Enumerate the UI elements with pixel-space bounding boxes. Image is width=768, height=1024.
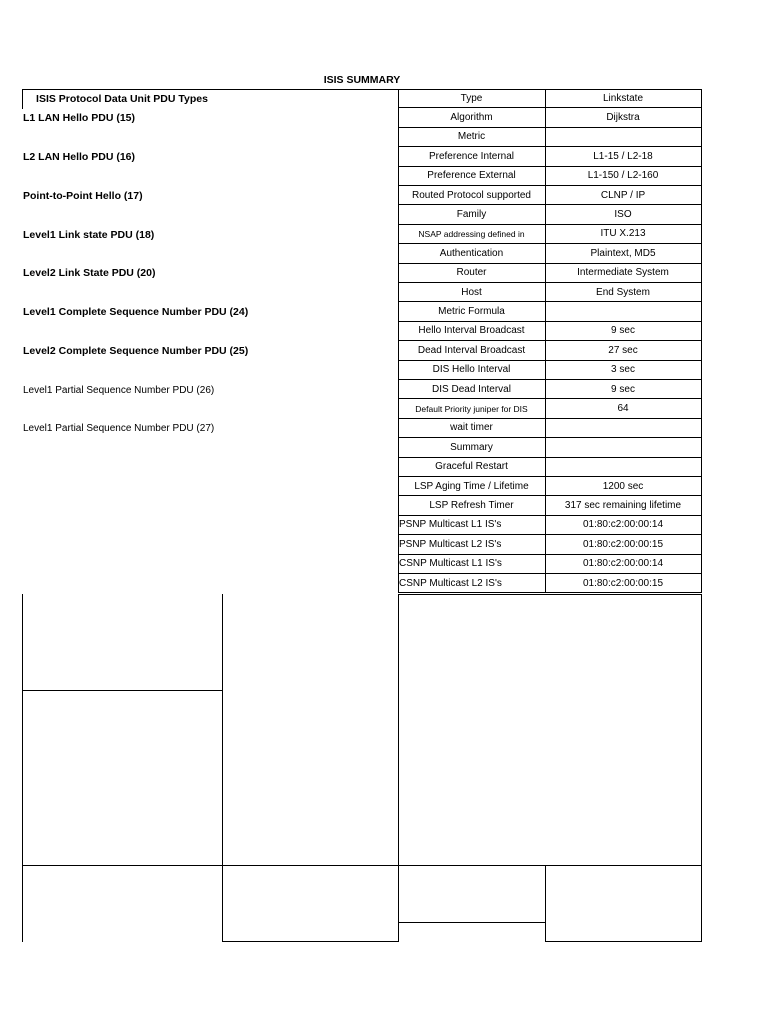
table-row — [398, 419, 701, 438]
table-cell-value — [545, 302, 701, 320]
table-cell-key: Host — [461, 286, 482, 298]
grid-line — [22, 594, 23, 942]
table-row — [398, 186, 701, 205]
table-cell-key: Algorithm — [450, 112, 493, 124]
table-row — [398, 496, 701, 515]
table-cell-key: Family — [456, 209, 487, 221]
table-cell-key: CSNP Multicast L1 IS's — [399, 558, 502, 570]
pdu-type-item: Point-to-Point Hello (17) — [23, 190, 143, 202]
table-cell-value: 317 sec remaining lifetime — [564, 500, 682, 512]
table-row — [398, 302, 701, 321]
grid-line — [22, 865, 702, 866]
table-cell-value: L1-150 / L2-160 — [587, 170, 659, 182]
grid-line — [398, 594, 399, 942]
table-cell-key: Preference Internal — [428, 150, 515, 162]
table-cell-key: PSNP Multicast L1 IS's — [399, 519, 502, 531]
pdu-type-item: Level1 Complete Sequence Number PDU (24) — [23, 306, 249, 318]
table-row — [398, 399, 701, 418]
table-row — [398, 322, 701, 341]
table-cell-key: NSAP addressing defined in — [418, 228, 525, 239]
table-row — [398, 361, 701, 380]
table-cell-value — [545, 419, 701, 437]
table-cell-key: Routed Protocol supported — [412, 189, 531, 201]
table-cell-value: Dijkstra — [606, 112, 640, 124]
table-cell-value: 01:80:c2:00:00:14 — [582, 519, 664, 531]
table-cell-key: Dead Interval Broadcast — [417, 344, 526, 356]
table-row — [398, 535, 701, 554]
table-cell-value: 64 — [617, 403, 629, 415]
table-cell-value: 3 sec — [611, 364, 635, 376]
pdu-type-item: L1 LAN Hello PDU (15) — [23, 112, 136, 124]
pdu-type-item: Level1 Partial Sequence Number PDU (27) — [23, 423, 215, 434]
table-cell-value: ISO — [614, 209, 632, 221]
left-header-top-border — [22, 89, 398, 90]
table-cell-value: L1-15 / L2-18 — [593, 150, 653, 162]
table-row — [398, 89, 701, 108]
table-row — [398, 244, 701, 263]
table-cell-key: DIS Hello Interval — [432, 364, 511, 376]
pdu-type-item: Level1 Partial Sequence Number PDU (26) — [23, 385, 215, 396]
table-cell-value — [545, 128, 701, 146]
pdu-type-item: Level2 Link State PDU (20) — [23, 267, 156, 279]
table-cell-key: Metric — [457, 131, 486, 143]
table-cell-key: CSNP Multicast L2 IS's — [399, 577, 502, 589]
table-cell-key: Default Priority juniper for DIS — [415, 403, 528, 414]
table-row — [398, 264, 701, 283]
table-row — [398, 341, 701, 360]
table-cell-value: 01:80:c2:00:00:15 — [582, 577, 664, 589]
grid-line — [222, 594, 223, 942]
table-row — [398, 574, 701, 593]
table-row — [398, 147, 701, 166]
pdu-type-item: Level2 Complete Sequence Number PDU (25) — [23, 345, 249, 357]
table-row — [398, 167, 701, 186]
grid-line — [398, 594, 702, 595]
table-cell-key: LSP Refresh Timer — [429, 500, 514, 512]
table-cell-value: 1200 sec — [602, 480, 644, 492]
table-row — [398, 477, 701, 496]
page-title: ISIS SUMMARY — [323, 74, 401, 86]
table-cell-key: Graceful Restart — [435, 461, 508, 473]
table-cell-key: Router — [456, 267, 487, 279]
pdu-types-header: ISIS Protocol Data Unit PDU Types — [36, 93, 208, 105]
table-cell-value: Plaintext, MD5 — [590, 247, 656, 259]
table-cell-key: LSP Aging Time / Lifetime — [414, 480, 529, 492]
table-cell-value: CLNP / IP — [600, 189, 646, 201]
table-cell-key: Preference External — [427, 170, 516, 182]
table-cell-key: Authentication — [439, 247, 504, 259]
table-cell-key: Summary — [450, 441, 493, 453]
grid-line — [701, 594, 702, 942]
table-cell-key: PSNP Multicast L2 IS's — [399, 538, 502, 550]
table-row — [398, 225, 701, 244]
table-cell-key: Hello Interval Broadcast — [418, 325, 525, 337]
table-row — [398, 283, 701, 302]
table-cell-key: wait timer — [450, 422, 493, 434]
grid-line — [22, 690, 222, 691]
table-cell-value — [545, 438, 701, 456]
grid-line — [222, 941, 398, 942]
table-row — [398, 108, 701, 127]
pdu-type-item: Level1 Link state PDU (18) — [23, 229, 155, 241]
grid-line — [545, 865, 546, 942]
table-cell-value: Linkstate — [602, 92, 644, 104]
table-row — [398, 516, 701, 535]
table-row — [398, 380, 701, 399]
table-cell-key: DIS Dead Interval — [432, 383, 511, 395]
table-cell-value: ITU X.213 — [600, 228, 646, 240]
table-row — [398, 438, 701, 457]
table-cell-value: 01:80:c2:00:00:14 — [582, 558, 664, 570]
table-cell-value: 9 sec — [611, 383, 635, 395]
table-cell-value: 9 sec — [611, 325, 635, 337]
table-cell-value: End System — [596, 286, 650, 298]
table-row — [398, 458, 701, 477]
grid-line — [398, 922, 545, 923]
table-cell-value — [545, 458, 701, 476]
table-row — [398, 128, 701, 147]
table-cell-value: 27 sec — [608, 344, 638, 356]
grid-line — [545, 941, 702, 942]
table-row — [398, 555, 701, 574]
pdu-type-item: L2 LAN Hello PDU (16) — [23, 151, 136, 163]
table-cell-value: Intermediate System — [577, 267, 669, 279]
table-row — [398, 205, 701, 224]
table-right-border — [701, 89, 702, 593]
table-cell-value: 01:80:c2:00:00:15 — [582, 538, 664, 550]
table-cell-key: Metric Formula — [438, 306, 505, 318]
table-cell-key: Type — [460, 92, 483, 104]
